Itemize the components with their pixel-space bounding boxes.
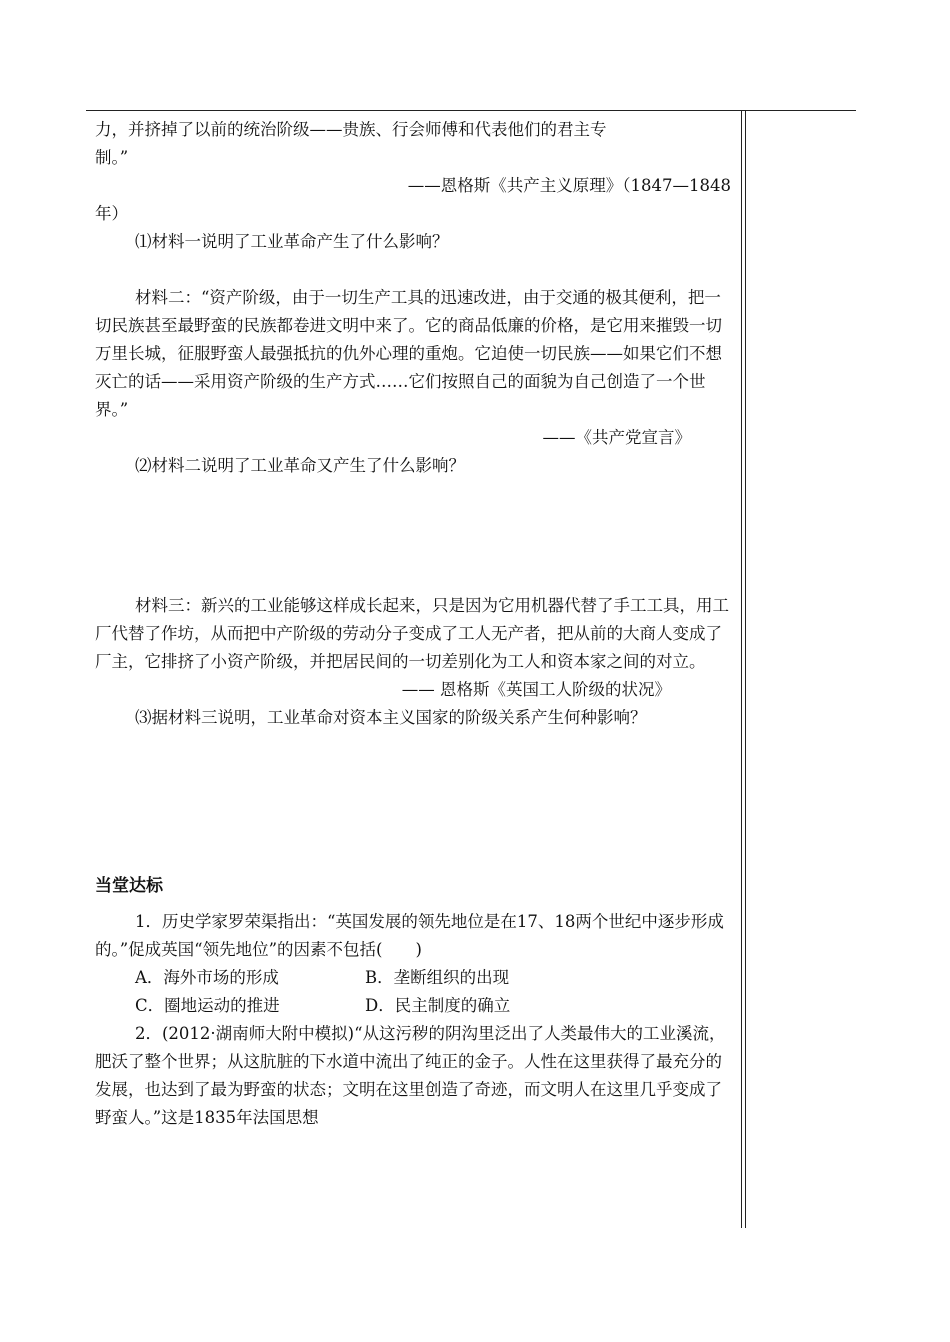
- worksheet-content: [95, 116, 731, 1132]
- question-1: ⑴材料一说明了工业革命产生了什么影响？: [135, 232, 449, 251]
- practice-section-title: 当堂达标: [95, 876, 163, 896]
- material2-text: 材料二：“资产阶级，由于一切生产工具的迅速改进，由于交通的极其便利，把一切民族甚至最野蛮的民族都卷进文明中来了。它的商品低廉的价格，是它用来摧毁一切万里长城，征服野蛮人最强抵抗的仇外心理的重炮。它迫使一切民族——如果它们不想灭亡的话——采用资产阶级的生产方式……它们按照自己的面貌为自己创造了一个世界。”: [95, 288, 722, 419]
- table-column-border-inner: [745, 110, 746, 1228]
- material1-source: ——恩格斯《共产主义原理》（1847—1848: [407, 176, 731, 195]
- material3-source: —— 恩格斯《英国工人阶级的状况》: [401, 680, 671, 699]
- answer-space-2: [95, 480, 731, 592]
- option-a: A．海外市场的形成: [135, 968, 279, 987]
- options-row-1: [95, 964, 731, 992]
- option-d: D．民主制度的确立: [365, 996, 511, 1015]
- answer-space-3: [95, 732, 731, 872]
- options-row-2: [95, 992, 731, 1020]
- option-b: B．垄断组织的出现: [365, 968, 510, 987]
- material3-text: 材料三：新兴的工业能够这样成长起来，只是因为它用机器代替了手工工具，用工厂代替了作坊，从而把中产阶级的劳动分子变成了工人无产者，把从前的大商人变成了厂主，它排挤了小资产阶级，并把居民间的一切差别化为工人和资本家之间的对立。: [95, 596, 729, 671]
- material2-source: ——《共产党宣言》: [542, 428, 691, 447]
- material1-source-tail: 年）: [95, 204, 128, 223]
- answer-space-1: [95, 256, 731, 284]
- practice-question-1: 1．历史学家罗荣渠指出：“英国发展的领先地位是在17、18两个世纪中逐步形成的。”促成英国“领先地位”的因素不包括( ): [95, 912, 724, 959]
- option-c: C．圈地运动的推进: [135, 996, 280, 1015]
- question-3: ⑶据材料三说明，工业革命对资本主义国家的阶级关系产生何种影响？: [135, 708, 647, 727]
- practice-question-2: 2．(2012·湖南师大附中模拟)“从这污秽的阴沟里泛出了人类最伟大的工业溪流，肥沃了整个世界；从这肮脏的下水道中流出了纯正的金子。人性在这里获得了最充分的发展，也达到了最为野蛮的状态；文明在这里创造了奇迹，而文明人在这里几乎变成了野蛮人。”这是1835年法国思想: [95, 1024, 726, 1127]
- material1-tail-line: 力，并挤掉了以前的统治阶级——贵族、行会师傅和代表他们的君主专: [95, 120, 607, 139]
- question-2: ⑵材料二说明了工业革命又产生了什么影响？: [135, 456, 465, 475]
- material1-tail-line-2: 制。”: [95, 148, 129, 167]
- table-column-border: [741, 110, 742, 1228]
